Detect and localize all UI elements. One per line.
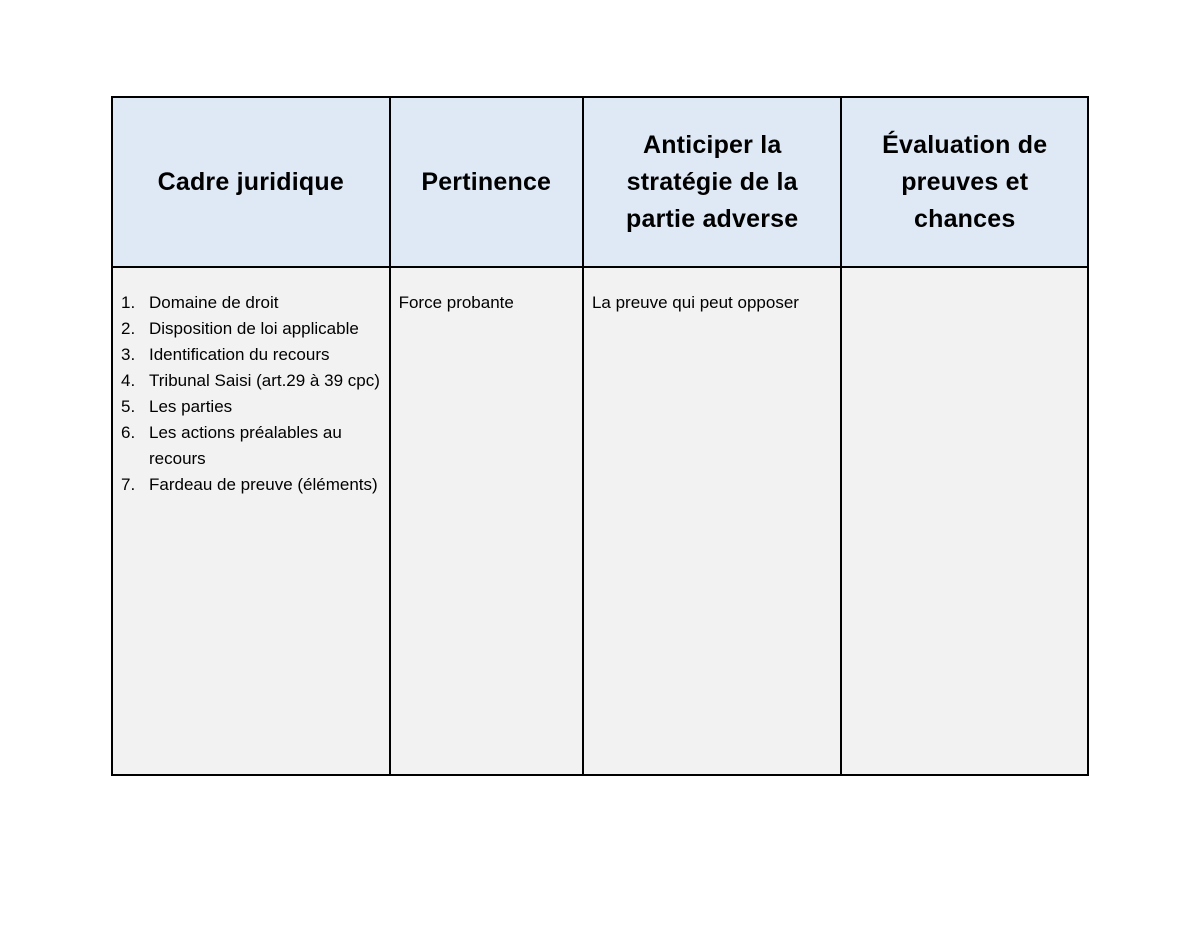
list-item: 4. Tribunal Saisi (art.29 à 39 cpc) [121, 371, 380, 390]
header-row [112, 97, 1088, 267]
body-row [112, 267, 1088, 775]
header-pertinence: Pertinence [390, 97, 583, 267]
list-item: 3. Identification du recours [121, 345, 330, 364]
strategie-text: La preuve qui peut opposer [591, 293, 799, 312]
header-evaluation-preuves: Évaluation de preuves et chances [841, 97, 1088, 267]
list-item: 2. Disposition de loi applicable [121, 319, 359, 338]
cell-strategie [583, 267, 842, 775]
cell-cadre-juridique [112, 267, 390, 775]
cell-pertinence [390, 267, 583, 775]
list-item: 7. Fardeau de preuve (éléments) [121, 475, 378, 494]
list-item: 1. Domaine de droit [121, 293, 279, 312]
header-anticiper-strategie: Anticiper la stratégie de la partie adverse [583, 97, 842, 267]
list-item: 5. Les parties [121, 397, 233, 416]
cadre-juridique-list [113, 268, 389, 498]
header-cadre-juridique: Cadre juridique [112, 97, 390, 267]
pertinence-text: Force probante [398, 293, 514, 312]
evaluation-text [842, 268, 1087, 290]
legal-analysis-table [111, 96, 1089, 776]
list-item: 6. Les actions préalables au recours [121, 423, 342, 468]
cell-evaluation [841, 267, 1088, 775]
